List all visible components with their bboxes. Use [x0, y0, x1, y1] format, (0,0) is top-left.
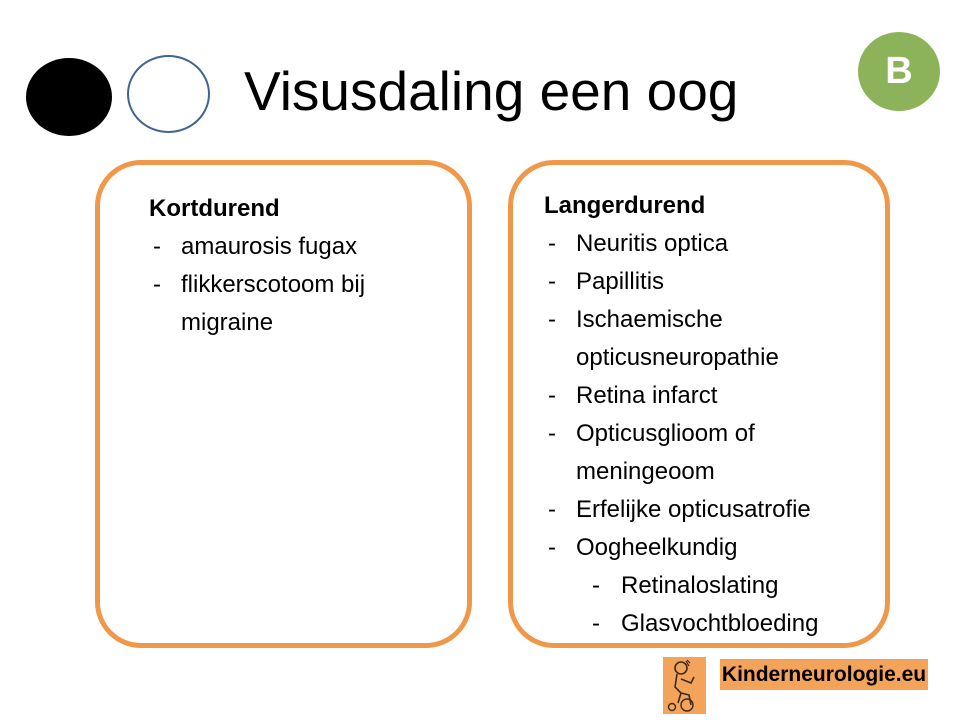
list-item-label: Retina infarct: [576, 382, 718, 409]
sub-list-item-label: Retinaloslating: [621, 572, 779, 599]
section-badge: B: [858, 32, 940, 111]
list-dash: -: [548, 534, 556, 561]
list-item-label: Erfelijke opticusatrofie: [576, 496, 811, 523]
sub-list-item-label: Glasvochtbloeding: [621, 610, 819, 637]
list-item-label: Neuritis optica: [576, 230, 729, 257]
list-item-label: Oogheelkundig: [576, 534, 738, 561]
list-item-label: Ischaemische: [576, 306, 723, 333]
list-item-label: migraine: [181, 309, 274, 336]
sub-list-dash: -: [592, 610, 600, 637]
list-item-label: Opticusglioom of: [576, 420, 755, 447]
list-item-continuation: [544, 453, 894, 491]
list-item: [544, 263, 894, 301]
short-duration-heading: Kortdurend: [149, 195, 280, 222]
list-item-label: Papillitis: [576, 268, 665, 295]
short-duration-box: [95, 160, 472, 648]
long-duration-content: [544, 187, 894, 643]
list-item: [149, 228, 469, 266]
site-logo-text[interactable]: Kinderneurologie.eu: [720, 659, 928, 690]
list-item: [544, 529, 894, 567]
list-dash: -: [153, 233, 161, 260]
list-item-continuation: [544, 339, 894, 377]
sub-list-item: [544, 567, 894, 605]
list-item-label: meningeoom: [576, 458, 715, 485]
list-dash: -: [153, 271, 161, 298]
list-item: [544, 301, 894, 339]
list-item: [544, 415, 894, 453]
list-dash: -: [548, 420, 556, 447]
list-dash: -: [548, 496, 556, 523]
list-item: [149, 266, 469, 304]
short-duration-content: [149, 190, 469, 342]
list-dash: -: [548, 230, 556, 257]
sub-list-dash: -: [592, 572, 600, 599]
long-duration-heading: Langerdurend: [544, 192, 706, 219]
closed-eye-circle-icon: [26, 58, 112, 136]
list-item-label: flikkerscotoom bij: [181, 271, 366, 298]
list-item: [544, 377, 894, 415]
open-eye-circle-icon: [127, 55, 210, 133]
list-item: [544, 225, 894, 263]
list-item-continuation: [149, 304, 469, 342]
list-dash: -: [548, 382, 556, 409]
list-item-label: opticusneuropathie: [576, 344, 779, 371]
long-duration-box: [508, 160, 890, 648]
child-figure-icon: [663, 657, 706, 714]
list-item: [544, 491, 894, 529]
list-dash: -: [548, 268, 556, 295]
list-dash: -: [548, 306, 556, 333]
sub-list-item: [544, 605, 894, 643]
slide-title: Visusdaling een oog: [244, 60, 739, 122]
list-item-label: amaurosis fugax: [181, 233, 358, 260]
